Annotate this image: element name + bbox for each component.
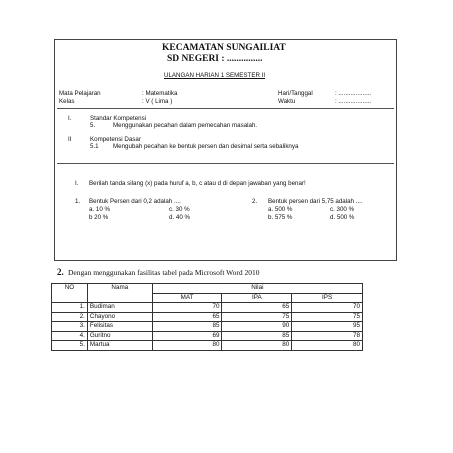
cell-mat: 80 [152,341,222,351]
header-mat: MAT [152,293,222,303]
time-value: : ................... [335,98,372,105]
question-1-option-d: d. 40 % [169,214,190,221]
grades-table [51,283,363,351]
cell-ips: 70 [292,303,363,313]
sk-item-text: Menggunakan pecahan dalam pemecahan masalah. [113,122,258,129]
header-name: Nama [87,284,152,303]
cell-no: 2. [52,312,88,322]
exam-title: ULANGAN HARIAN 1 SEMESTER II [164,72,266,79]
cell-ips: 80 [292,341,363,351]
kd-item-text: Mengubah pecahan ke bentuk persen dan desimal serta sebaliknya [113,143,299,150]
cell-mat: 65 [152,312,222,322]
kd-title: Kompetensi Dasar [90,136,141,143]
question-1-option-a: a. 10 % [89,206,110,213]
cell-ips: 75 [292,312,363,322]
subject-label: Mata Pelajaran [59,90,101,97]
task-2-text: Dengan menggunakan fasilitas tabel pada Microsoft Word 2010 [68,268,260,277]
question-2-option-d: d. 500 % [330,214,355,221]
question-1-text: Bentuk Persen dari 0,2 adalah .... [89,198,181,205]
table-row [52,312,363,322]
header-ipa: IPA [222,293,292,303]
header-nilai: Nilai [152,284,362,294]
cell-mat: 85 [152,322,222,332]
question-2-option-a: a. 500 % [268,206,293,213]
table-row [52,322,363,332]
cell-ipa: 90 [222,322,292,332]
cell-ips: 95 [292,322,363,332]
question-1-number: 1. [75,198,81,205]
question-2-option-c: c. 300 % [330,206,355,213]
cell-ipa: 75 [222,312,292,322]
divider-bottom [57,163,394,164]
instruction-number: I. [75,180,79,187]
sk-item-number: 5. [90,122,96,129]
header-ips: IPS [292,293,363,303]
time-label: Waktu [278,98,296,105]
kd-item-number: 5.1 [90,143,99,150]
cell-mat: 69 [152,331,222,341]
class-value: : V ( Lima ) [142,98,173,105]
cell-name: Martua [87,341,152,351]
subject-value: : Matematika [142,90,178,97]
question-1-option-b: b 20 % [89,214,109,221]
cell-no: 4. [52,331,88,341]
class-label: Kelas [59,98,75,105]
cell-no: 3. [52,322,88,332]
kecamatan-title: KECAMATAN SUNGAILIAT [162,43,286,53]
cell-no: 1. [52,303,88,313]
sk-title: Standar Kompetensi [90,115,147,122]
cell-no: 5. [52,341,88,351]
table-header-row [52,284,363,294]
cell-name: Budiman [87,303,152,313]
cell-mat: 70 [152,303,222,313]
cell-ipa: 65 [222,303,292,313]
school-title: SD NEGERI : ............... [167,54,263,64]
question-1-option-c: c. 30 % [169,206,190,213]
header-no: NO [52,284,88,303]
table-row [52,303,363,313]
cell-ipa: 80 [222,341,292,351]
task-2-number: 2. [57,267,64,277]
cell-ipa: 85 [222,331,292,341]
cell-name: Guritno [87,331,152,341]
date-value: : ................... [335,90,372,97]
date-label: Hari/Tanggal [278,90,313,97]
table-row [52,341,363,351]
kd-number: II [68,136,72,143]
instruction-text: Berilah tanda silang (x) pada huruf a, b, c atau d di depan jawaban yang benar! [89,180,306,187]
question-2-text: Bentuk persen dari 5,75 adalah .... [268,198,363,205]
question-2-number: 2. [252,198,258,205]
sk-number: I. [68,115,72,122]
table-row [52,331,363,341]
cell-ips: 78 [292,331,363,341]
divider-top [57,108,394,109]
cell-name: Felisitas [87,322,152,332]
question-2-option-b: b. 575 % [268,214,293,221]
cell-name: Chayono [87,312,152,322]
